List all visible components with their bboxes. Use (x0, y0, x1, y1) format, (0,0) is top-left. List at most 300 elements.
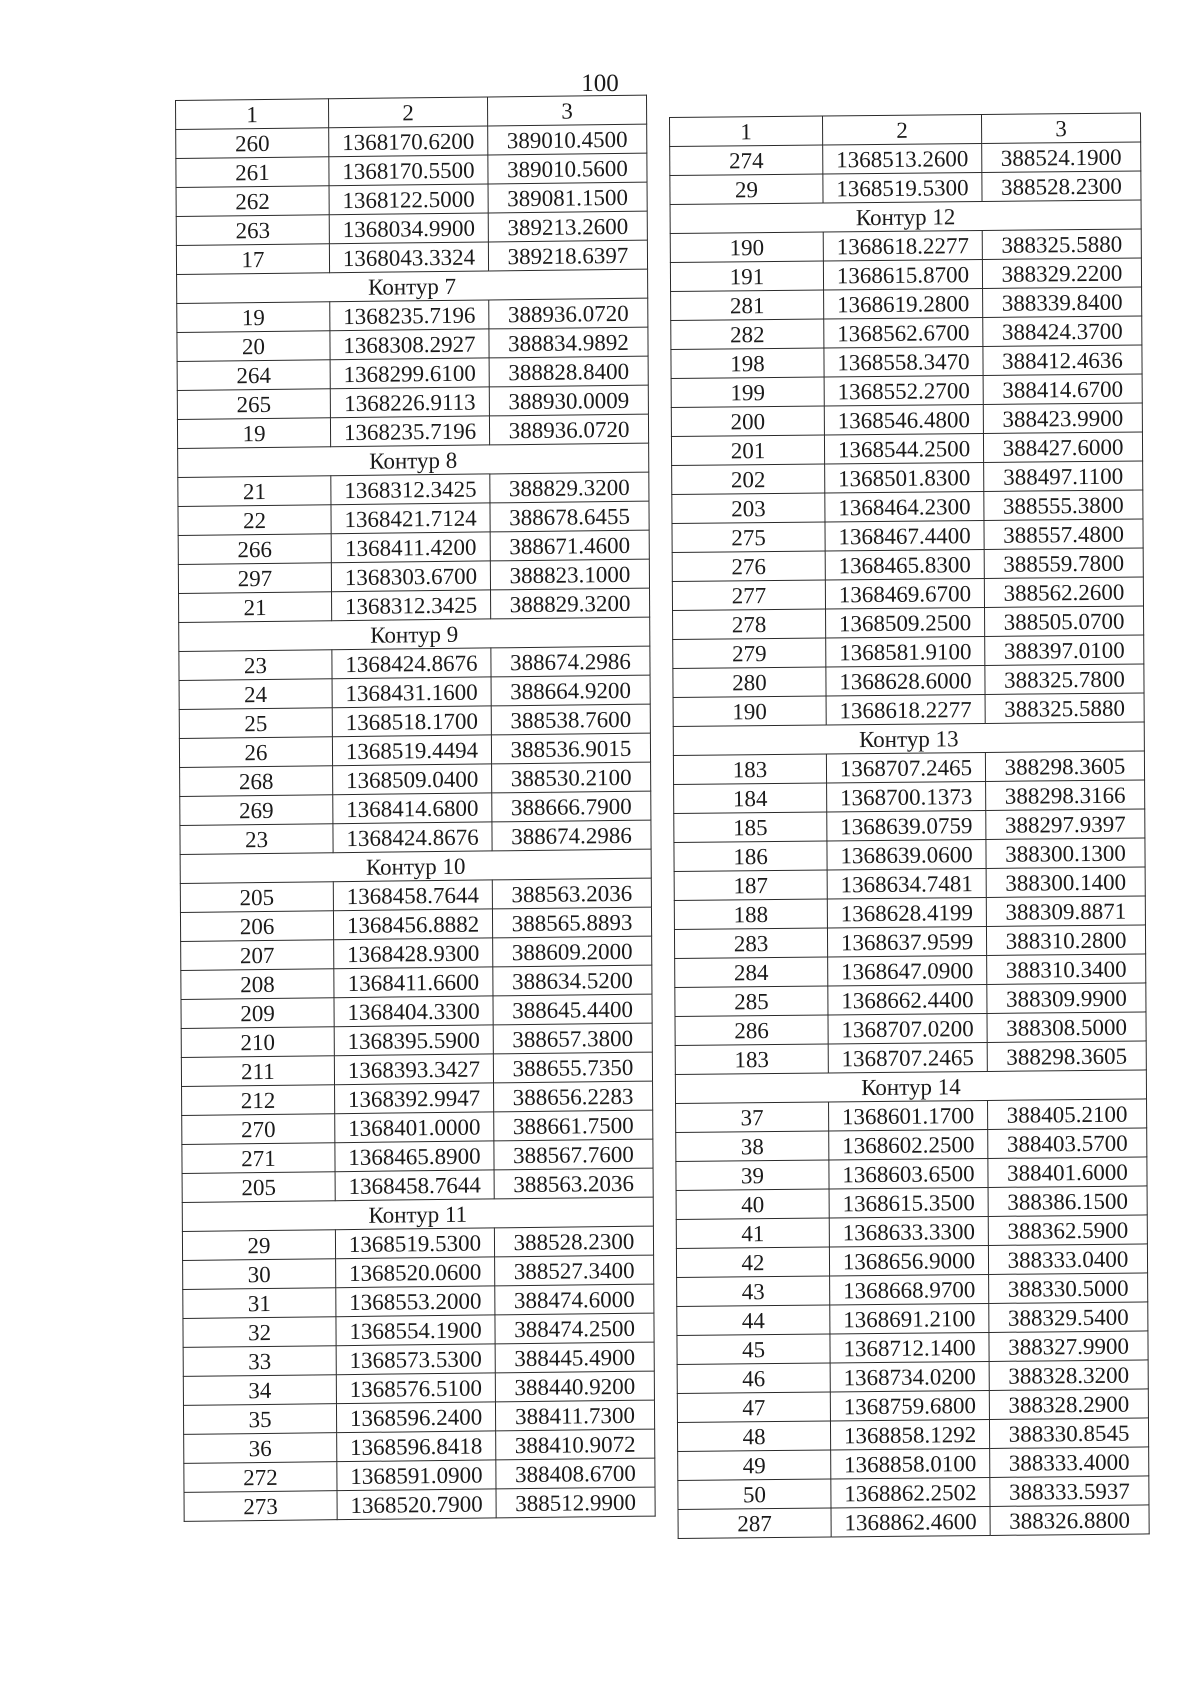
x-coordinate-cell: 1368552.2700 (824, 375, 983, 406)
point-number-cell: 25 (179, 708, 332, 739)
point-number-cell: 261 (176, 157, 329, 188)
x-coordinate-cell: 1368862.4600 (831, 1506, 990, 1537)
header-cell-y: 3 (981, 113, 1140, 144)
point-number-cell: 42 (676, 1247, 829, 1277)
y-coordinate-cell: 388555.3800 (984, 490, 1143, 521)
contour-title: Контур 8 (178, 443, 649, 477)
x-coordinate-cell: 1368637.9599 (827, 926, 986, 957)
x-coordinate-cell: 1368456.8882 (333, 909, 492, 940)
x-coordinate-cell: 1368558.3470 (824, 346, 983, 377)
y-coordinate-cell: 388512.9900 (496, 1487, 655, 1518)
contour-title: Контур 14 (675, 1070, 1146, 1104)
point-number-cell: 49 (678, 1450, 831, 1480)
table-row (673, 606, 1144, 640)
y-coordinate-cell: 388829.3200 (490, 472, 649, 503)
x-coordinate-cell: 1368519.5300 (335, 1228, 494, 1259)
x-coordinate-cell: 1368122.5000 (329, 184, 488, 215)
y-coordinate-cell: 388405.2100 (988, 1099, 1147, 1130)
x-coordinate-cell: 1368312.3425 (331, 474, 490, 505)
y-coordinate-cell: 388634.5200 (493, 965, 652, 996)
table-row (670, 142, 1141, 176)
point-number-cell: 277 (672, 580, 825, 610)
table-row (672, 548, 1143, 582)
point-number-cell: 208 (181, 969, 334, 1000)
x-coordinate-cell: 1368691.2100 (830, 1303, 989, 1334)
point-number-cell: 205 (182, 1172, 335, 1203)
header-cell-point: 1 (670, 116, 823, 146)
table-row (675, 954, 1146, 988)
y-coordinate-cell: 388666.7900 (492, 791, 651, 822)
x-coordinate-cell: 1368235.7196 (330, 300, 489, 331)
table-row (672, 577, 1143, 611)
y-coordinate-cell: 388671.4600 (490, 530, 649, 561)
point-number-cell: 34 (183, 1375, 336, 1406)
table-row (678, 1505, 1149, 1539)
coordinates-table-left (175, 95, 656, 1522)
point-number-cell: 285 (675, 986, 828, 1016)
table-row (674, 809, 1145, 843)
point-number-cell: 281 (671, 290, 824, 320)
y-coordinate-cell: 388325.5880 (982, 229, 1141, 260)
y-coordinate-cell: 388397.0100 (985, 635, 1144, 666)
x-coordinate-cell: 1368628.6000 (826, 665, 985, 696)
table-row (674, 925, 1145, 959)
y-coordinate-cell: 388427.6000 (983, 432, 1142, 463)
point-number-cell: 263 (176, 215, 329, 246)
x-coordinate-cell: 1368618.2277 (823, 230, 982, 261)
point-number-cell: 50 (678, 1479, 831, 1509)
x-coordinate-cell: 1368303.6700 (331, 561, 490, 592)
table-row (671, 287, 1142, 321)
x-coordinate-cell: 1368546.4800 (824, 404, 983, 435)
y-coordinate-cell: 388674.2986 (491, 646, 650, 677)
table-row (674, 838, 1145, 872)
table-row (674, 867, 1145, 901)
point-number-cell: 284 (675, 957, 828, 987)
point-number-cell: 207 (181, 940, 334, 971)
point-number-cell: 273 (184, 1491, 337, 1522)
contour-title: Контур 10 (180, 849, 651, 883)
y-coordinate-cell: 389010.5600 (488, 153, 647, 184)
table-row (673, 635, 1144, 669)
y-coordinate-cell: 388310.2800 (986, 925, 1145, 956)
y-coordinate-cell: 388656.2283 (494, 1081, 653, 1112)
table-row (671, 432, 1142, 466)
table-row (676, 1128, 1147, 1162)
x-coordinate-cell: 1368619.2800 (824, 288, 983, 319)
x-coordinate-cell: 1368299.6100 (330, 358, 489, 389)
x-coordinate-cell: 1368226.9113 (330, 387, 489, 418)
point-number-cell: 271 (182, 1143, 335, 1174)
point-number-cell: 29 (670, 174, 823, 204)
table-row (673, 664, 1144, 698)
x-coordinate-cell: 1368707.2465 (826, 752, 985, 783)
point-number-cell: 44 (677, 1305, 830, 1335)
table-row (673, 693, 1144, 727)
table-row (677, 1360, 1148, 1394)
point-number-cell: 266 (178, 534, 331, 565)
x-coordinate-cell: 1368509.0400 (333, 764, 492, 795)
y-coordinate-cell: 388930.0009 (489, 385, 648, 416)
x-coordinate-cell: 1368469.6700 (825, 578, 984, 609)
point-number-cell: 24 (179, 679, 332, 710)
point-number-cell: 21 (178, 476, 331, 507)
y-coordinate-cell: 388565.8893 (492, 907, 651, 938)
x-coordinate-cell: 1368170.6200 (329, 126, 488, 157)
table-row (671, 345, 1142, 379)
x-coordinate-cell: 1368700.1373 (827, 781, 986, 812)
table-row (674, 896, 1145, 930)
x-coordinate-cell: 1368520.7900 (337, 1489, 496, 1520)
x-coordinate-cell: 1368707.2465 (828, 1042, 987, 1073)
table-row (673, 751, 1144, 785)
table-row (675, 1012, 1146, 1046)
point-number-cell: 190 (670, 232, 823, 262)
x-coordinate-cell: 1368601.1700 (829, 1100, 988, 1131)
point-number-cell: 36 (184, 1433, 337, 1464)
y-coordinate-cell: 388674.2986 (492, 820, 651, 851)
x-coordinate-cell: 1368581.9100 (826, 636, 985, 667)
table-row (671, 374, 1142, 408)
table-row (675, 983, 1146, 1017)
point-number-cell: 279 (673, 638, 826, 668)
y-coordinate-cell: 388828.8400 (489, 356, 648, 387)
y-coordinate-cell: 388527.3400 (495, 1255, 654, 1286)
y-coordinate-cell: 388524.1900 (982, 142, 1141, 173)
table-row (676, 1215, 1147, 1249)
y-coordinate-cell: 388474.2500 (495, 1313, 654, 1344)
point-number-cell: 26 (179, 737, 332, 768)
point-number-cell: 201 (671, 435, 824, 465)
y-coordinate-cell: 388536.9015 (491, 733, 650, 764)
y-coordinate-cell: 388411.7300 (495, 1400, 654, 1431)
y-coordinate-cell: 388325.7800 (985, 664, 1144, 695)
table-row (676, 1244, 1147, 1278)
table-row (676, 1186, 1147, 1220)
point-number-cell: 269 (180, 795, 333, 826)
y-coordinate-cell: 388330.5000 (989, 1273, 1148, 1304)
point-number-cell: 30 (183, 1259, 336, 1290)
y-coordinate-cell: 388823.1000 (490, 559, 649, 590)
x-coordinate-cell: 1368615.8700 (823, 259, 982, 290)
point-number-cell: 264 (177, 360, 330, 391)
y-coordinate-cell: 388567.7600 (494, 1139, 653, 1170)
x-coordinate-cell: 1368458.7644 (335, 1170, 494, 1201)
point-number-cell: 22 (178, 505, 331, 536)
x-coordinate-cell: 1368544.2500 (824, 433, 983, 464)
table-row (678, 1476, 1149, 1510)
y-coordinate-cell: 388297.9397 (986, 809, 1145, 840)
point-number-cell: 47 (677, 1392, 830, 1422)
point-number-cell: 200 (671, 406, 824, 436)
point-number-cell: 43 (677, 1276, 830, 1306)
contour-title: Контур 13 (673, 722, 1144, 756)
x-coordinate-cell: 1368662.4400 (828, 984, 987, 1015)
x-coordinate-cell: 1368509.2500 (826, 607, 985, 638)
point-number-cell: 183 (675, 1044, 828, 1074)
y-coordinate-cell: 388326.8800 (990, 1505, 1149, 1536)
point-number-cell: 287 (678, 1508, 831, 1538)
contour-section-row (670, 200, 1141, 234)
x-coordinate-cell: 1368170.5500 (329, 155, 488, 186)
x-coordinate-cell: 1368520.0600 (336, 1257, 495, 1288)
point-number-cell: 38 (676, 1131, 829, 1161)
y-coordinate-cell: 389213.2600 (488, 211, 647, 242)
y-coordinate-cell: 388423.9900 (983, 403, 1142, 434)
x-coordinate-cell: 1368464.2300 (825, 491, 984, 522)
x-coordinate-cell: 1368458.7644 (333, 880, 492, 911)
y-coordinate-cell: 388309.8871 (986, 896, 1145, 927)
y-coordinate-cell: 388339.8400 (983, 287, 1142, 318)
x-coordinate-cell: 1368668.9700 (830, 1274, 989, 1305)
y-coordinate-cell: 388300.1400 (986, 867, 1145, 898)
point-number-cell: 203 (672, 493, 825, 523)
y-coordinate-cell: 389081.1500 (488, 182, 647, 213)
point-number-cell: 39 (676, 1160, 829, 1190)
point-number-cell: 17 (176, 244, 329, 275)
y-coordinate-cell: 388445.4900 (495, 1342, 654, 1373)
x-coordinate-cell: 1368562.6700 (824, 317, 983, 348)
point-number-cell: 29 (182, 1230, 335, 1261)
point-number-cell: 45 (677, 1334, 830, 1364)
point-number-cell: 41 (676, 1218, 829, 1248)
x-coordinate-cell: 1368465.8300 (825, 549, 984, 580)
y-coordinate-cell: 388401.6000 (988, 1157, 1147, 1188)
y-coordinate-cell: 388664.9200 (491, 675, 650, 706)
table-row (670, 258, 1141, 292)
header-cell-y: 3 (487, 95, 646, 126)
table-row (671, 403, 1142, 437)
point-number-cell: 37 (676, 1102, 829, 1132)
y-coordinate-cell: 388333.5937 (990, 1476, 1149, 1507)
point-number-cell: 184 (674, 783, 827, 813)
point-number-cell: 48 (677, 1421, 830, 1451)
point-number-cell: 19 (177, 302, 330, 333)
y-coordinate-cell: 388298.3605 (985, 751, 1144, 782)
point-number-cell: 23 (180, 824, 333, 855)
y-coordinate-cell: 389218.6397 (488, 240, 647, 271)
table-row (672, 461, 1143, 495)
table-row (676, 1099, 1147, 1133)
header-cell-point: 1 (176, 99, 329, 130)
table-row (677, 1302, 1148, 1336)
x-coordinate-cell: 1368411.4200 (331, 532, 490, 563)
x-coordinate-cell: 1368734.0200 (830, 1361, 989, 1392)
table-row (675, 1041, 1146, 1075)
x-coordinate-cell: 1368858.0100 (831, 1448, 990, 1479)
point-number-cell: 209 (181, 998, 334, 1029)
y-coordinate-cell: 388298.3605 (987, 1041, 1146, 1072)
y-coordinate-cell: 388329.5400 (989, 1302, 1148, 1333)
point-number-cell: 276 (672, 551, 825, 581)
y-coordinate-cell: 388505.0700 (985, 606, 1144, 637)
x-coordinate-cell: 1368656.9000 (829, 1245, 988, 1276)
point-number-cell: 268 (180, 766, 333, 797)
point-number-cell: 286 (675, 1015, 828, 1045)
y-coordinate-cell: 388300.1300 (986, 838, 1145, 869)
x-coordinate-cell: 1368596.8418 (337, 1431, 496, 1462)
y-coordinate-cell: 388528.2300 (982, 171, 1141, 202)
y-coordinate-cell: 388834.9892 (489, 327, 648, 358)
y-coordinate-cell: 388678.6455 (490, 501, 649, 532)
y-coordinate-cell: 388386.1500 (988, 1186, 1147, 1217)
y-coordinate-cell: 388298.3166 (986, 780, 1145, 811)
point-number-cell: 262 (176, 186, 329, 217)
x-coordinate-cell: 1368404.3300 (334, 996, 493, 1027)
x-coordinate-cell: 1368707.0200 (828, 1013, 987, 1044)
y-coordinate-cell: 388440.9200 (495, 1371, 654, 1402)
contour-title: Контур 11 (182, 1197, 653, 1231)
x-coordinate-cell: 1368392.9947 (335, 1083, 494, 1114)
y-coordinate-cell: 389010.4500 (488, 124, 647, 155)
y-coordinate-cell: 388424.3700 (983, 316, 1142, 347)
point-number-cell: 186 (674, 841, 827, 871)
y-coordinate-cell: 388661.7500 (494, 1110, 653, 1141)
x-coordinate-cell: 1368862.2502 (831, 1477, 990, 1508)
x-coordinate-cell: 1368573.5300 (336, 1344, 495, 1375)
point-number-cell: 187 (674, 870, 827, 900)
x-coordinate-cell: 1368431.1600 (332, 677, 491, 708)
table-row (674, 780, 1145, 814)
y-coordinate-cell: 388328.2900 (989, 1389, 1148, 1420)
y-coordinate-cell: 388528.2300 (494, 1226, 653, 1257)
x-coordinate-cell: 1368633.3300 (829, 1216, 988, 1247)
y-coordinate-cell: 388333.0400 (988, 1244, 1147, 1275)
point-number-cell: 283 (674, 928, 827, 958)
x-coordinate-cell: 1368501.8300 (825, 462, 984, 493)
table-row (677, 1418, 1148, 1452)
x-coordinate-cell: 1368603.6500 (829, 1158, 988, 1189)
table-row (671, 316, 1142, 350)
point-number-cell: 40 (676, 1189, 829, 1219)
y-coordinate-cell: 388645.4400 (493, 994, 652, 1025)
point-number-cell: 33 (183, 1346, 336, 1377)
point-number-cell: 212 (182, 1085, 335, 1116)
y-coordinate-cell: 388559.7800 (984, 548, 1143, 579)
page-number: 100 (581, 70, 619, 97)
contour-section-row (673, 722, 1144, 756)
x-coordinate-cell: 1368858.1292 (830, 1419, 989, 1450)
point-number-cell: 190 (673, 696, 826, 726)
point-number-cell: 274 (670, 145, 823, 175)
table-row (677, 1331, 1148, 1365)
coordinates-table-right (669, 112, 1150, 1538)
table-row (670, 171, 1141, 205)
x-coordinate-cell: 1368591.0900 (337, 1460, 496, 1491)
y-coordinate-cell: 388408.6700 (496, 1458, 655, 1489)
y-coordinate-cell: 388327.9900 (989, 1331, 1148, 1362)
contour-title: Контур 7 (177, 269, 648, 303)
x-coordinate-cell: 1368628.4199 (827, 897, 986, 928)
x-coordinate-cell: 1368513.2600 (823, 143, 982, 174)
y-coordinate-cell: 388655.7350 (493, 1052, 652, 1083)
y-coordinate-cell: 388497.1100 (984, 461, 1143, 492)
x-coordinate-cell: 1368596.2400 (336, 1402, 495, 1433)
point-number-cell: 188 (674, 899, 827, 929)
point-number-cell: 206 (180, 911, 333, 942)
x-coordinate-cell: 1368424.8676 (332, 648, 491, 679)
point-number-cell: 23 (179, 650, 332, 681)
x-coordinate-cell: 1368411.6600 (334, 967, 493, 998)
point-number-cell: 265 (177, 389, 330, 420)
y-coordinate-cell: 388936.0720 (489, 414, 648, 445)
point-number-cell: 275 (672, 522, 825, 552)
y-coordinate-cell: 388330.8545 (989, 1418, 1148, 1449)
x-coordinate-cell: 1368759.6800 (830, 1390, 989, 1421)
y-coordinate-cell: 388414.6700 (983, 374, 1142, 405)
y-coordinate-cell: 388325.5880 (985, 693, 1144, 724)
x-coordinate-cell: 1368554.1900 (336, 1315, 495, 1346)
contour-title: Контур 9 (179, 617, 650, 651)
x-coordinate-cell: 1368639.0600 (827, 839, 986, 870)
point-number-cell: 185 (674, 812, 827, 842)
table-row (677, 1273, 1148, 1307)
y-coordinate-cell: 388410.9072 (496, 1429, 655, 1460)
x-coordinate-cell: 1368647.0900 (828, 955, 987, 986)
y-coordinate-cell: 388538.7600 (491, 704, 650, 735)
y-coordinate-cell: 388310.3400 (987, 954, 1146, 985)
y-coordinate-cell: 388563.2036 (494, 1168, 653, 1199)
table-row (678, 1447, 1149, 1481)
point-number-cell: 21 (179, 592, 332, 623)
point-number-cell: 210 (181, 1027, 334, 1058)
y-coordinate-cell: 388562.2600 (984, 577, 1143, 608)
point-number-cell: 198 (671, 348, 824, 378)
x-coordinate-cell: 1368465.8900 (335, 1141, 494, 1172)
x-coordinate-cell: 1368424.8676 (333, 822, 492, 853)
point-number-cell: 297 (178, 563, 331, 594)
x-coordinate-cell: 1368421.7124 (331, 503, 490, 534)
header-cell-x: 2 (329, 97, 488, 128)
contour-section-row (675, 1070, 1146, 1104)
y-coordinate-cell: 388557.4800 (984, 519, 1143, 550)
x-coordinate-cell: 1368615.3500 (829, 1187, 988, 1218)
x-coordinate-cell: 1368428.9300 (334, 938, 493, 969)
y-coordinate-cell: 388829.3200 (491, 588, 650, 619)
point-number-cell: 199 (671, 377, 824, 407)
point-number-cell: 260 (176, 128, 329, 159)
x-coordinate-cell: 1368043.3324 (329, 242, 488, 273)
y-coordinate-cell: 388309.9900 (987, 983, 1146, 1014)
table-row (672, 519, 1143, 553)
x-coordinate-cell: 1368519.4494 (332, 735, 491, 766)
table-header-row (670, 113, 1141, 147)
y-coordinate-cell: 388609.2000 (493, 936, 652, 967)
table-row (672, 490, 1143, 524)
point-number-cell: 35 (183, 1404, 336, 1435)
x-coordinate-cell: 1368518.1700 (332, 706, 491, 737)
x-coordinate-cell: 1368395.5900 (334, 1025, 493, 1056)
x-coordinate-cell: 1368312.3425 (332, 590, 491, 621)
y-coordinate-cell: 388936.0720 (489, 298, 648, 329)
point-number-cell: 202 (672, 464, 825, 494)
point-number-cell: 183 (673, 754, 826, 784)
x-coordinate-cell: 1368414.6800 (333, 793, 492, 824)
x-coordinate-cell: 1368602.2500 (829, 1129, 988, 1160)
x-coordinate-cell: 1368553.2000 (336, 1286, 495, 1317)
table-row (670, 229, 1141, 263)
y-coordinate-cell: 388474.6000 (495, 1284, 654, 1315)
y-coordinate-cell: 388333.4000 (990, 1447, 1149, 1478)
table-row (676, 1157, 1147, 1191)
y-coordinate-cell: 388328.3200 (989, 1360, 1148, 1391)
table-row (184, 1487, 655, 1521)
y-coordinate-cell: 388403.5700 (988, 1128, 1147, 1159)
y-coordinate-cell: 388329.2200 (982, 258, 1141, 289)
x-coordinate-cell: 1368712.1400 (830, 1332, 989, 1363)
point-number-cell: 270 (182, 1114, 335, 1145)
point-number-cell: 191 (670, 261, 823, 291)
